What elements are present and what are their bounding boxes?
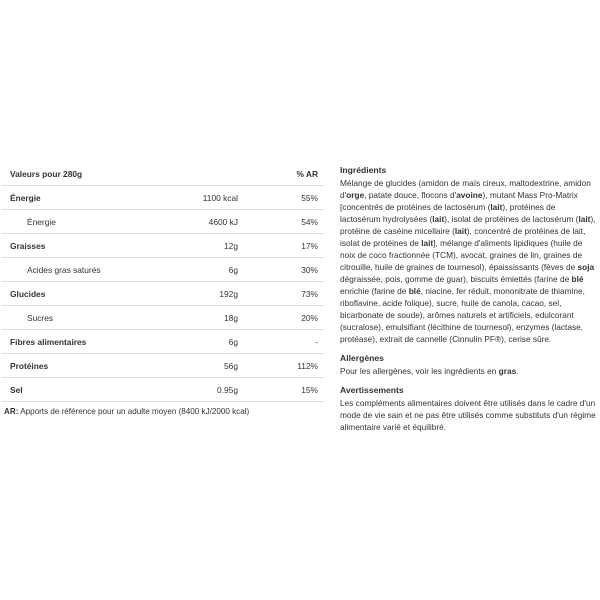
ingredient-segment: Mélange de glucides (amidon de maïs cireux, maltodextrine, amidon d' <box>340 178 591 200</box>
allergen-highlight: lait <box>432 214 445 224</box>
allergen-highlight: lait <box>454 226 467 236</box>
nutrient-ar: - <box>315 336 318 347</box>
allergens-text <box>340 365 598 377</box>
header-value <box>180 162 238 186</box>
nutrient-ar: 17% <box>301 240 318 251</box>
nutrition-header-row <box>2 162 324 186</box>
allergens-title: Allergènes <box>340 353 384 363</box>
nutrition-row-energy-kcal <box>2 186 324 210</box>
ingredient-segment: dégraissée, pois, gomme de guar), biscuits émiettés (farine de <box>340 274 572 284</box>
nutrient-value: 56g <box>224 360 238 371</box>
ingredient-segment: , patate douce, flocons d' <box>364 190 457 200</box>
nutrient-ar: 112% <box>297 360 318 371</box>
allergen-highlight: lait <box>578 214 591 224</box>
allergen-highlight: lait <box>490 202 503 212</box>
nutrient-ar: 20% <box>301 312 318 323</box>
ingredients-title: Ingrédients <box>340 165 387 175</box>
nutrient-name: Acides gras saturés <box>27 264 101 275</box>
nutrition-row-salt <box>2 378 324 402</box>
nutrition-table-section <box>2 162 324 416</box>
nutrition-row-sugars <box>2 306 324 330</box>
ingredient-segment: ], mélange d'aliments lipidiques (huile de noix de coco fractionnée (TCM), avocat, graines de lin, graines de citrouille, huile de graines de tournesol), épaississants (fèves de <box>340 238 583 272</box>
nutrient-ar: 30% <box>301 264 318 275</box>
ingredient-segment: , niacine, fer réduit, mononitrate de thiamine, riboflavine, acide folique), sucre, huile de canola, cacao, sel, bicarbonate de soude), arômes naturels et artificiels, edulcorant (sucralose), emulsifiant (lécithine de tournesol), enzymes (lactase, protéase), extrait de cannelle (Cinnulin PF®), cerise sûre. <box>340 286 585 344</box>
nutrient-name: Graisses <box>10 240 46 251</box>
footnote-prefix: AR: <box>4 407 19 416</box>
ingredient-segment: enrichie (farine de <box>340 286 409 296</box>
allergen-highlight: blé <box>571 274 584 284</box>
nutrient-name: Énergie <box>10 192 41 203</box>
header-label: Valeurs pour 280g <box>2 162 180 186</box>
ingredient-segment: ), mutant Mass Pro-Matrix [concentrés de protéines de lactosérum ( <box>340 190 578 212</box>
nutrition-row-fat <box>2 234 324 258</box>
nutrient-name: Glucides <box>10 288 46 299</box>
warnings-text: Les compléments alimentaires doivent être utilisés dans le cadre d'un mode de vie sain et ne pas être utilisés comme substituts d'un régime alimentaire varié et équilibré. <box>340 398 596 432</box>
ingredient-segment: ), isolat de protéines de lactosérum ( <box>444 214 579 224</box>
ingredient-segment: ), concentré de protéines de lait, isolat de protéines de <box>340 226 586 248</box>
nutrition-row-protein <box>2 354 324 378</box>
nutrient-name: Protéines <box>10 360 49 371</box>
nutrient-name: Fibres alimentaires <box>10 336 87 347</box>
allergens-bold: gras <box>498 366 517 376</box>
nutrient-value: 0.95g <box>217 384 238 395</box>
nutrient-value: 192g <box>219 288 238 299</box>
header-ar: % AR <box>238 162 324 186</box>
footnote-text: Apports de référence pour un adulte moyen (8400 kJ/2000 kcal) <box>18 407 250 416</box>
product-info-section <box>340 164 598 440</box>
nutrient-value: 6g <box>228 264 238 275</box>
allergens-text-before: Pour les allergènes, voir les ingrédients en <box>340 366 499 376</box>
allergen-highlight: soja <box>577 262 595 272</box>
nutrient-value: 18g <box>224 312 238 323</box>
reference-intake-footnote <box>2 407 324 416</box>
nutrient-name: Énergie <box>27 216 56 227</box>
nutrient-ar: 73% <box>301 288 318 299</box>
nutrient-ar: 15% <box>301 384 318 395</box>
nutrient-ar: 54% <box>301 216 318 227</box>
nutrient-name: Sucres <box>27 312 54 323</box>
allergen-highlight: blé <box>408 286 421 296</box>
nutrient-name: Sel <box>10 384 23 395</box>
allergens-text-after: . <box>516 366 519 376</box>
nutrition-row-energy-kj <box>2 210 324 234</box>
nutrient-value: 1100 kcal <box>202 192 238 203</box>
nutrition-table <box>2 162 324 402</box>
allergen-highlight: orge <box>346 190 365 200</box>
nutrient-value: 6g <box>228 336 238 347</box>
allergen-highlight: avoine <box>456 190 483 200</box>
nutrition-row-saturated-fat <box>2 258 324 282</box>
ingredient-segment: ), protéines de lactosérum hydrolysées ( <box>340 202 556 224</box>
ingredients-text <box>340 177 598 345</box>
nutrition-row-carbs <box>2 282 324 306</box>
nutrient-value: 4600 kJ <box>208 216 238 227</box>
nutrient-ar: 55% <box>301 192 318 203</box>
allergen-highlight: lait <box>421 238 434 248</box>
nutrient-value: 12g <box>224 240 238 251</box>
nutrition-row-fibre <box>2 330 324 354</box>
warnings-title: Avertissements <box>340 385 404 395</box>
ingredient-segment: ), protéine de caséine micellaire ( <box>340 214 596 236</box>
